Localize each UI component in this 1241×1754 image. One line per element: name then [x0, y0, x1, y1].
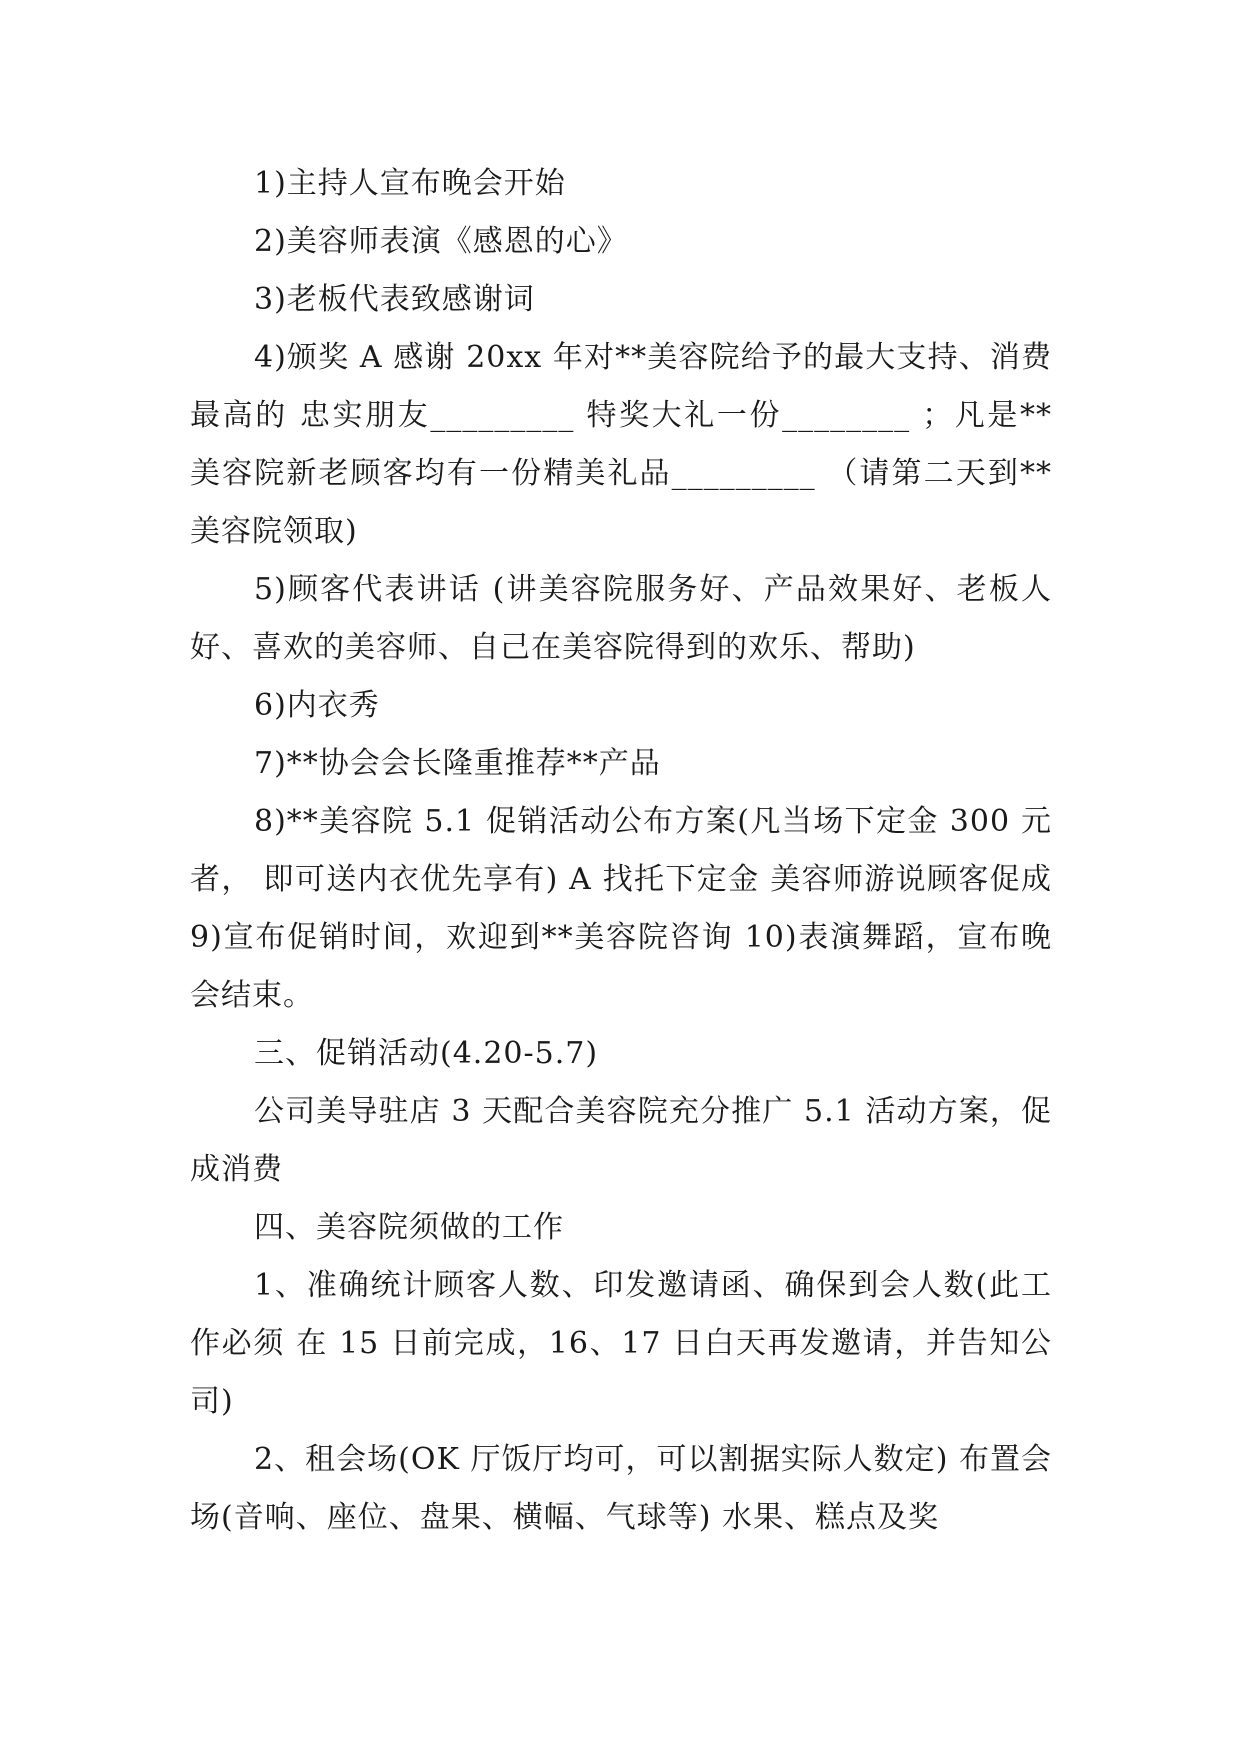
paragraph: 1、准确统计顾客人数、印发邀请函、确保到会人数(此工作必须 在 15 日前完成，16、17 日白天再发邀请，并告知公司)	[190, 1268, 1052, 1419]
section-heading: 四、美容院须做的工作	[254, 1210, 564, 1245]
document-body	[190, 155, 1052, 1547]
paragraph: 5)顾客代表讲话 (讲美容院服务好、产品效果好、老板人好、喜欢的美容师、自己在美容院得到的欢乐、帮助)	[190, 572, 1052, 665]
section-heading: 三、促销活动(4.20-5.7)	[254, 1036, 599, 1071]
paragraph: 6)内衣秀	[254, 688, 380, 723]
paragraph: 8)**美容院 5.1 促销活动公布方案(凡当场下定金 300 元者， 即可送内衣优先享有) A 找托下定金 美容师游说顾客促成 9)宣布促销时间，欢迎到**美容院咨询 10)表演舞蹈，宣布晚会结束。	[190, 804, 1052, 1013]
paragraph: 公司美导驻店 3 天配合美容院充分推广 5.1 活动方案，促成消费	[190, 1094, 1052, 1187]
paragraph: 7)**协会会长隆重推荐**产品	[254, 746, 661, 781]
paragraph: 1)主持人宣布晚会开始	[254, 166, 566, 201]
paragraph: 2)美容师表演《感恩的心》	[254, 224, 628, 259]
paragraph: 2、租会场(OK 厅饭厅均可，可以割据实际人数定) 布置会场(音响、座位、盘果、横幅、气球等) 水果、糕点及奖	[190, 1442, 1052, 1535]
paragraph: 4)颁奖 A 感谢 20xx 年对**美容院给予的最大支持、消费最高的 忠实朋友_________ 特奖大礼一份________ ；凡是**美容院新老顾客均有一份精美礼品_________ （请第二天到**美容院领取)	[190, 340, 1052, 549]
paragraph: 3)老板代表致感谢词	[254, 282, 535, 317]
